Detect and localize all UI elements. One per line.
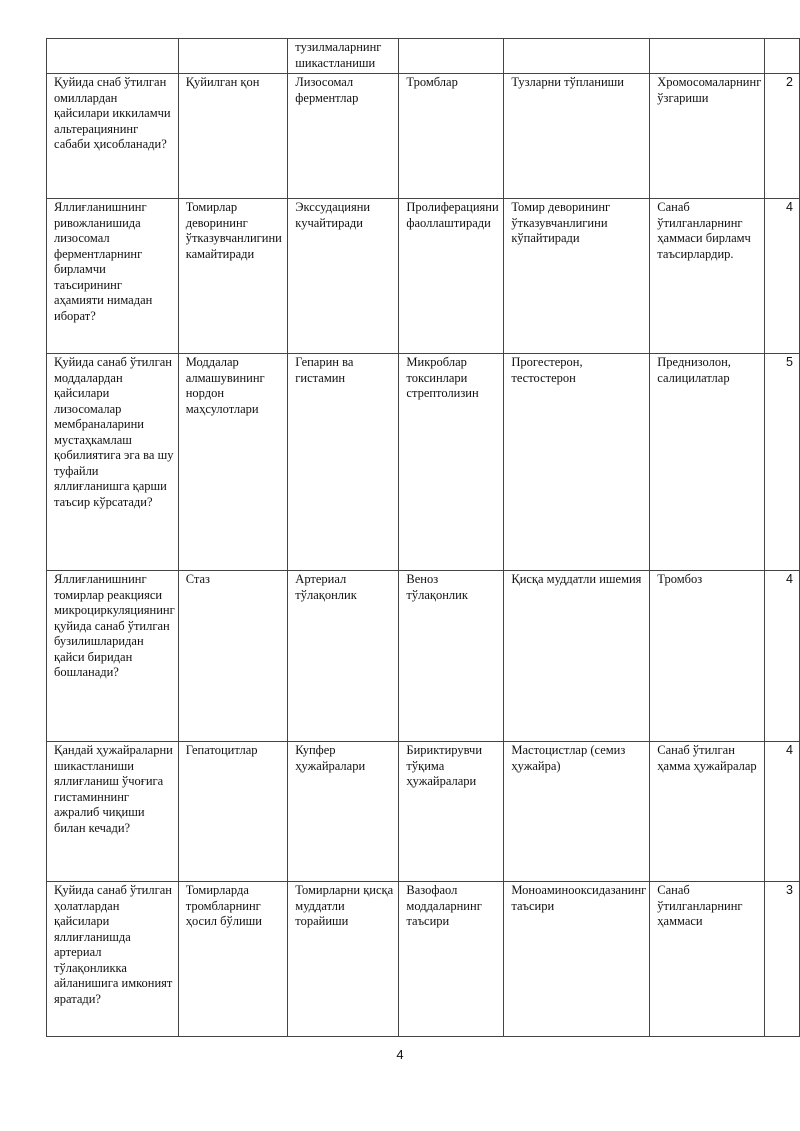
- option-cell-2: Томирларни қисқа муддатли торайиши: [288, 882, 399, 1037]
- option-cell-2: Лизосомал ферментлар: [288, 74, 399, 199]
- option-cell-5: Санаб ўтилганларнинг ҳаммаси: [650, 882, 765, 1037]
- option-cell-5: Хромосомаларнинг ўзгариши: [650, 74, 765, 199]
- option-cell-5: Санаб ўтилганларнинг ҳаммаси бирламч таъсирлардир.: [650, 199, 765, 354]
- option-cell-5: Санаб ўтилган ҳамма ҳужайралар: [650, 742, 765, 882]
- option-cell-5: Тромбоз: [650, 571, 765, 742]
- option-cell-5: Преднизолон, салицилатлар: [650, 354, 765, 571]
- page-number: 4: [396, 1047, 404, 1062]
- table-row: [47, 571, 800, 742]
- option-cell-3: Вазофаол моддаларнинг таъсири: [399, 882, 504, 1037]
- option-cell-1: Гепатоцитлар: [178, 742, 288, 882]
- option-cell-4: Қисқа муддатли ишемия: [504, 571, 650, 742]
- question-cell: Қуйида санаб ўтилган ҳолатлардан қайсилари яллиғланишда артериал тўлақонликка айланишига имконият яратади?: [47, 882, 179, 1037]
- option-cell-3: Тромблар: [399, 74, 504, 199]
- option-cell-4: Моноаминооксидазанинг таъсири: [504, 882, 650, 1037]
- table-body: [47, 39, 800, 1037]
- option-cell-3: Пролиферацияни фаоллаштиради: [399, 199, 504, 354]
- option-cell-2: Артериал тўлақонлик: [288, 571, 399, 742]
- option-cell-1: [178, 39, 288, 74]
- option-cell-2: Купфер ҳужайралари: [288, 742, 399, 882]
- answer-cell: 5: [765, 354, 800, 571]
- answer-cell: 4: [765, 742, 800, 882]
- option-cell-1: Моддалар алмашувининг нордон маҳсулотлари: [178, 354, 288, 571]
- question-cell: Яллиғланишнинг томирлар реакцияси микроциркуляциянинг қуйида санаб ўтилган бузилишларидан қайси биридан бошланади?: [47, 571, 179, 742]
- option-cell-2: Гепарин ва гистамин: [288, 354, 399, 571]
- table-row: [47, 199, 800, 354]
- question-cell: Қандай ҳужайраларни шикастланиши яллиғланиш ўчоғига гистаминнинг ажралиб чиқиши билан кечади?: [47, 742, 179, 882]
- option-cell-1: Стаз: [178, 571, 288, 742]
- table-row: [47, 742, 800, 882]
- option-cell-1: Қуйилган қон: [178, 74, 288, 199]
- table-row: [47, 39, 800, 74]
- option-cell-3: Веноз тўлақонлик: [399, 571, 504, 742]
- question-cell: [47, 39, 179, 74]
- option-cell-3: Бириктирувчи тўқима ҳужайралари: [399, 742, 504, 882]
- table-row: [47, 74, 800, 199]
- question-cell: Қуйида снаб ўтилган омиллардан қайсилари иккиламчи альтерациянинг сабаби ҳисобланади?: [47, 74, 179, 199]
- question-cell: Қуйида санаб ўтилган моддалардан қайсилари лизосомалар мембраналарини мустаҳкамлаш қобилиятига эга ва шу туфайли яллиғланишга қарши таъсир кўрсатади?: [47, 354, 179, 571]
- option-cell-4: Тузларни тўпланиши: [504, 74, 650, 199]
- option-cell-1: Томирлар деворининг ўтказувчанлигини камайтиради: [178, 199, 288, 354]
- table-row: [47, 882, 800, 1037]
- question-cell: Яллиғланишнинг ривожланишида лизосомал ферментларнинг бирламчи таъсирининг аҳамияти нимадан иборат?: [47, 199, 179, 354]
- answer-cell: [765, 39, 800, 74]
- answer-cell: 3: [765, 882, 800, 1037]
- answer-cell: 4: [765, 199, 800, 354]
- option-cell-1: Томирларда тромбларнинг ҳосил бўлиши: [178, 882, 288, 1037]
- answer-cell: 2: [765, 74, 800, 199]
- option-cell-2: Экссудацияни кучайтиради: [288, 199, 399, 354]
- questions-table: [46, 38, 800, 1037]
- table-row: [47, 354, 800, 571]
- option-cell-4: [504, 39, 650, 74]
- option-cell-3: [399, 39, 504, 74]
- option-cell-4: Томир деворининг ўтказувчанлигини кўпайтиради: [504, 199, 650, 354]
- option-cell-4: Мастоцистлар (семиз ҳужайра): [504, 742, 650, 882]
- answer-cell: 4: [765, 571, 800, 742]
- option-cell-2: тузилмаларнинг шикастланиши: [288, 39, 399, 74]
- option-cell-3: Микроблар токсинлари стрептолизин: [399, 354, 504, 571]
- option-cell-5: [650, 39, 765, 74]
- option-cell-4: Прогестерон, тестостерон: [504, 354, 650, 571]
